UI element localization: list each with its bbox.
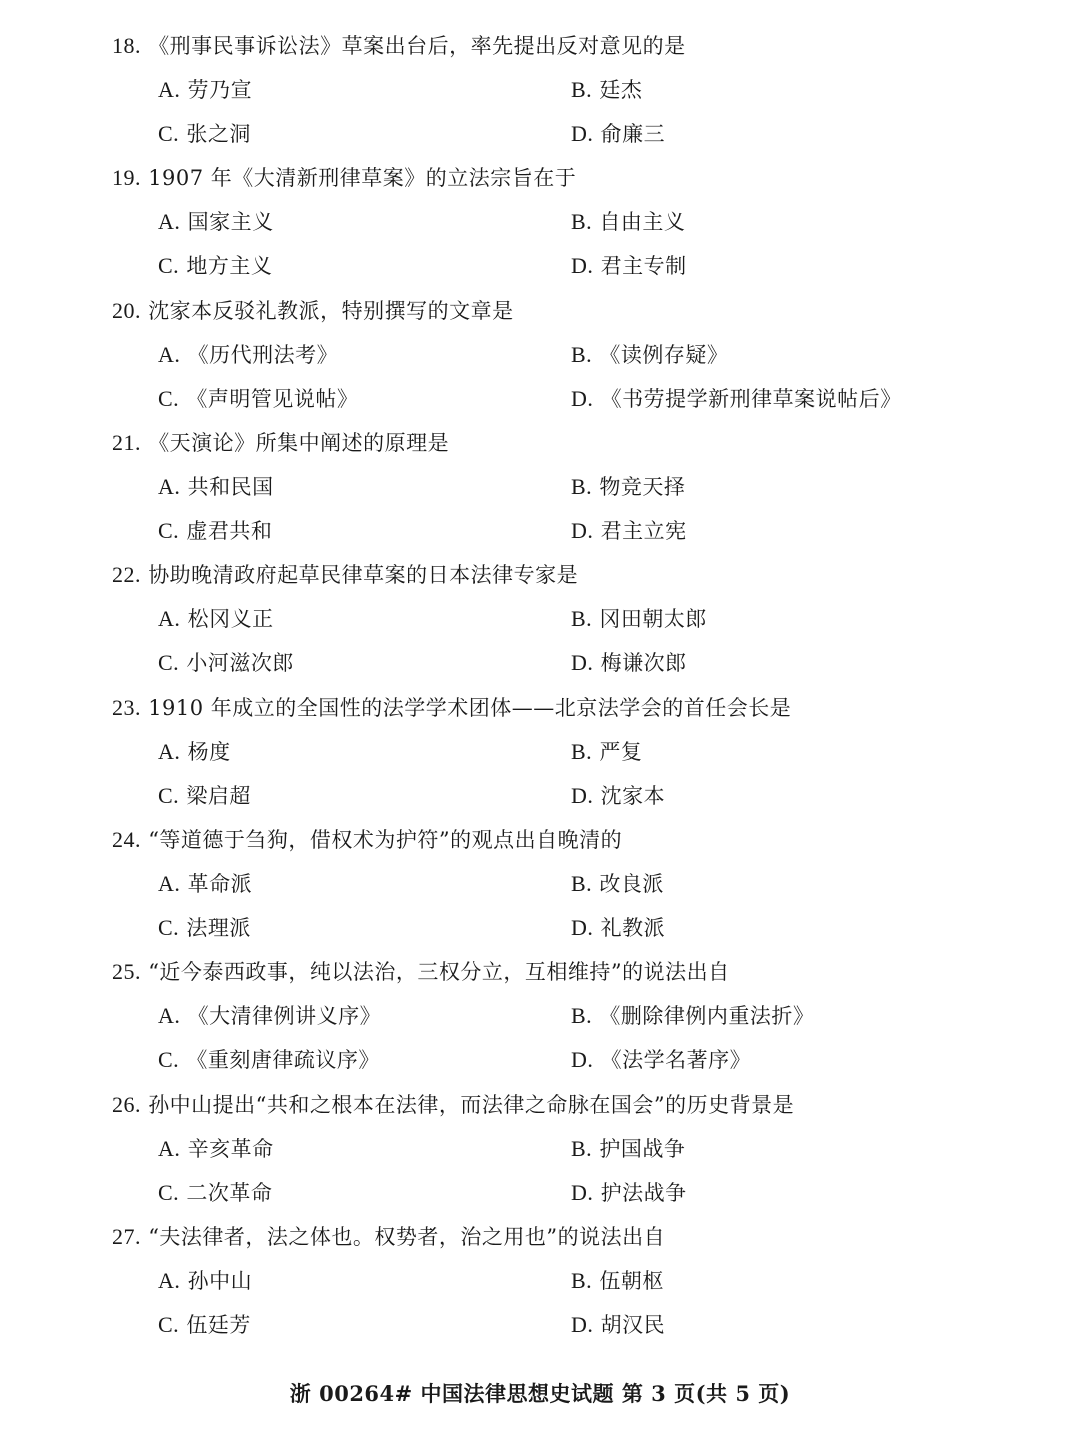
option-letter: A. [158, 1003, 181, 1028]
option-text: 《书劳提学新刑律草案说帖后》 [600, 387, 902, 411]
option-d [571, 377, 902, 421]
question-stem [112, 421, 449, 465]
question-text: 《刑事民事诉讼法》草案出台后，率先提出反对意见的是 [148, 34, 686, 58]
option-letter: A. [158, 1268, 181, 1293]
option-a [158, 1127, 274, 1171]
option-letter: B. [571, 739, 593, 764]
option-text: 小河滋次郎 [186, 651, 294, 675]
option-text: 孙中山 [187, 1269, 253, 1293]
option-text: 《法学名著序》 [600, 1048, 752, 1072]
option-text: 国家主义 [187, 210, 274, 234]
option-text: 《历代刑法考》 [187, 343, 339, 367]
question-27 [0, 1215, 1080, 1347]
question-number: 27. [112, 1224, 141, 1249]
option-c [158, 641, 294, 685]
option-letter: B. [571, 1268, 593, 1293]
option-letter: D. [571, 1047, 594, 1072]
question-22 [0, 553, 1080, 685]
option-letter: D. [571, 253, 594, 278]
option-letter: B. [571, 342, 593, 367]
option-letter: C. [158, 386, 180, 411]
option-d [571, 641, 687, 685]
option-letter: B. [571, 474, 593, 499]
option-letter: D. [571, 783, 594, 808]
option-text: 劳乃宣 [187, 78, 253, 102]
question-text: 孙中山提出“共和之根本在法律，而法律之命脉在国会”的历史背景是 [148, 1093, 795, 1117]
option-text: 伍朝枢 [599, 1269, 664, 1293]
option-a [158, 333, 338, 377]
page-footer: 浙 00264# 中国法律思想史试题 第 3 页(共 5 页) [289, 1381, 791, 1406]
question-text: “近今泰西政事，纯以法治，三权分立，互相维持”的说法出自 [148, 960, 730, 984]
question-text: “夫法律者，法之体也。权势者，治之用也”的说法出自 [148, 1225, 666, 1249]
option-text: 自由主义 [599, 210, 686, 234]
option-d [571, 244, 687, 288]
option-text: 张之洞 [186, 122, 251, 146]
question-24 [0, 818, 1080, 950]
option-text: 俞廉三 [600, 122, 666, 146]
option-letter: A. [158, 871, 181, 896]
option-b [571, 465, 685, 509]
option-text: 松冈义正 [187, 607, 274, 631]
option-letter: A. [158, 474, 181, 499]
question-stem [112, 1083, 794, 1127]
question-26 [0, 1083, 1080, 1215]
option-text: 共和民国 [187, 475, 274, 499]
option-text: 《大清律例讲义序》 [187, 1004, 382, 1028]
option-text: 冈田朝太郎 [599, 607, 707, 631]
question-text: “等道德于刍狗，借权术为护符”的观点出自晚清的 [148, 828, 623, 852]
option-letter: D. [571, 1180, 594, 1205]
option-a [158, 1259, 252, 1303]
question-text: 1910 年成立的全国性的法学学术团体——北京法学会的首任会长是 [148, 696, 792, 720]
option-a [158, 862, 252, 906]
option-text: 胡汉民 [600, 1313, 666, 1337]
option-d [571, 509, 687, 553]
option-letter: D. [571, 386, 594, 411]
option-c [158, 1171, 272, 1215]
question-text: 协助晚清政府起草民律草案的日本法律专家是 [148, 563, 579, 587]
option-text: 严复 [599, 740, 643, 764]
option-c [158, 906, 251, 950]
option-text: 《删除律例内重法折》 [599, 1004, 815, 1028]
option-letter: B. [571, 606, 593, 631]
question-number: 20. [112, 298, 141, 323]
option-c [158, 244, 272, 288]
option-letter: C. [158, 650, 180, 675]
option-text: 护法战争 [600, 1181, 687, 1205]
option-text: 物竞天择 [599, 475, 686, 499]
option-b [571, 994, 814, 1038]
question-number: 25. [112, 959, 141, 984]
option-letter: C. [158, 253, 180, 278]
question-number: 22. [112, 562, 141, 587]
option-d [571, 1303, 665, 1347]
option-letter: B. [571, 1136, 593, 1161]
option-a [158, 465, 274, 509]
option-text: 《读例存疑》 [599, 343, 729, 367]
option-letter: C. [158, 518, 180, 543]
option-letter: B. [571, 209, 593, 234]
option-d [571, 1171, 687, 1215]
option-letter: A. [158, 1136, 181, 1161]
option-text: 地方主义 [186, 254, 273, 278]
question-text: 1907 年《大清新刑律草案》的立法宗旨在于 [148, 166, 577, 190]
option-d [571, 906, 665, 950]
question-stem [112, 24, 686, 68]
question-text: 《天演论》所集中阐述的原理是 [148, 431, 450, 455]
question-stem [112, 289, 514, 333]
option-letter: C. [158, 1180, 180, 1205]
option-b [571, 597, 707, 641]
option-letter: D. [571, 650, 594, 675]
option-text: 辛亥革命 [187, 1137, 274, 1161]
option-d [571, 1038, 751, 1082]
option-b [571, 333, 728, 377]
option-letter: D. [571, 1312, 594, 1337]
option-a [158, 730, 231, 774]
question-20 [0, 289, 1080, 421]
option-a [158, 200, 274, 244]
question-18 [0, 24, 1080, 156]
option-b [571, 862, 664, 906]
option-text: 二次革命 [186, 1181, 273, 1205]
option-a [158, 68, 252, 112]
option-text: 杨度 [187, 740, 231, 764]
option-text: 廷杰 [599, 78, 643, 102]
option-c [158, 774, 251, 818]
question-stem [112, 553, 578, 597]
option-c [158, 1303, 251, 1347]
question-25 [0, 950, 1080, 1082]
option-b [571, 200, 685, 244]
question-19 [0, 156, 1080, 288]
question-stem [112, 950, 730, 994]
option-text: 革命派 [187, 872, 253, 896]
option-text: 君主专制 [600, 254, 687, 278]
option-c [158, 377, 358, 421]
option-text: 礼教派 [600, 916, 666, 940]
option-letter: B. [571, 1003, 593, 1028]
question-text: 沈家本反驳礼教派，特别撰写的文章是 [148, 299, 514, 323]
option-letter: D. [571, 121, 594, 146]
option-a [158, 597, 274, 641]
option-c [158, 1038, 380, 1082]
option-b [571, 1127, 685, 1171]
option-b [571, 1259, 664, 1303]
option-letter: C. [158, 1312, 180, 1337]
question-stem [112, 156, 576, 200]
question-number: 24. [112, 827, 141, 852]
option-text: 法理派 [186, 916, 251, 940]
option-b [571, 730, 642, 774]
option-c [158, 112, 251, 156]
option-letter: B. [571, 871, 593, 896]
question-number: 19. [112, 165, 141, 190]
option-text: 梁启超 [186, 784, 251, 808]
question-number: 21. [112, 430, 141, 455]
option-text: 伍廷芳 [186, 1313, 251, 1337]
option-text: 梅谦次郎 [600, 651, 687, 675]
question-stem [112, 818, 622, 862]
option-text: 《重刻唐律疏议序》 [186, 1048, 380, 1072]
option-letter: A. [158, 606, 181, 631]
question-23 [0, 686, 1080, 818]
option-b [571, 68, 642, 112]
question-stem [112, 686, 791, 730]
question-number: 26. [112, 1092, 141, 1117]
option-a [158, 994, 381, 1038]
option-letter: A. [158, 209, 181, 234]
question-stem [112, 1215, 665, 1259]
option-letter: A. [158, 342, 181, 367]
option-letter: C. [158, 1047, 180, 1072]
option-d [571, 112, 665, 156]
option-letter: C. [158, 783, 180, 808]
question-21 [0, 421, 1080, 553]
option-text: 改良派 [599, 872, 664, 896]
option-text: 护国战争 [599, 1137, 686, 1161]
option-text: 《声明管见说帖》 [186, 387, 359, 411]
option-d [571, 774, 665, 818]
option-letter: A. [158, 739, 181, 764]
question-number: 23. [112, 695, 141, 720]
option-letter: C. [158, 121, 180, 146]
option-c [158, 509, 272, 553]
option-letter: B. [571, 77, 593, 102]
question-number: 18. [112, 33, 141, 58]
option-letter: D. [571, 518, 594, 543]
option-letter: C. [158, 915, 180, 940]
option-letter: A. [158, 77, 181, 102]
option-text: 君主立宪 [600, 519, 687, 543]
option-text: 沈家本 [600, 784, 666, 808]
option-text: 虚君共和 [186, 519, 273, 543]
option-letter: D. [571, 915, 594, 940]
